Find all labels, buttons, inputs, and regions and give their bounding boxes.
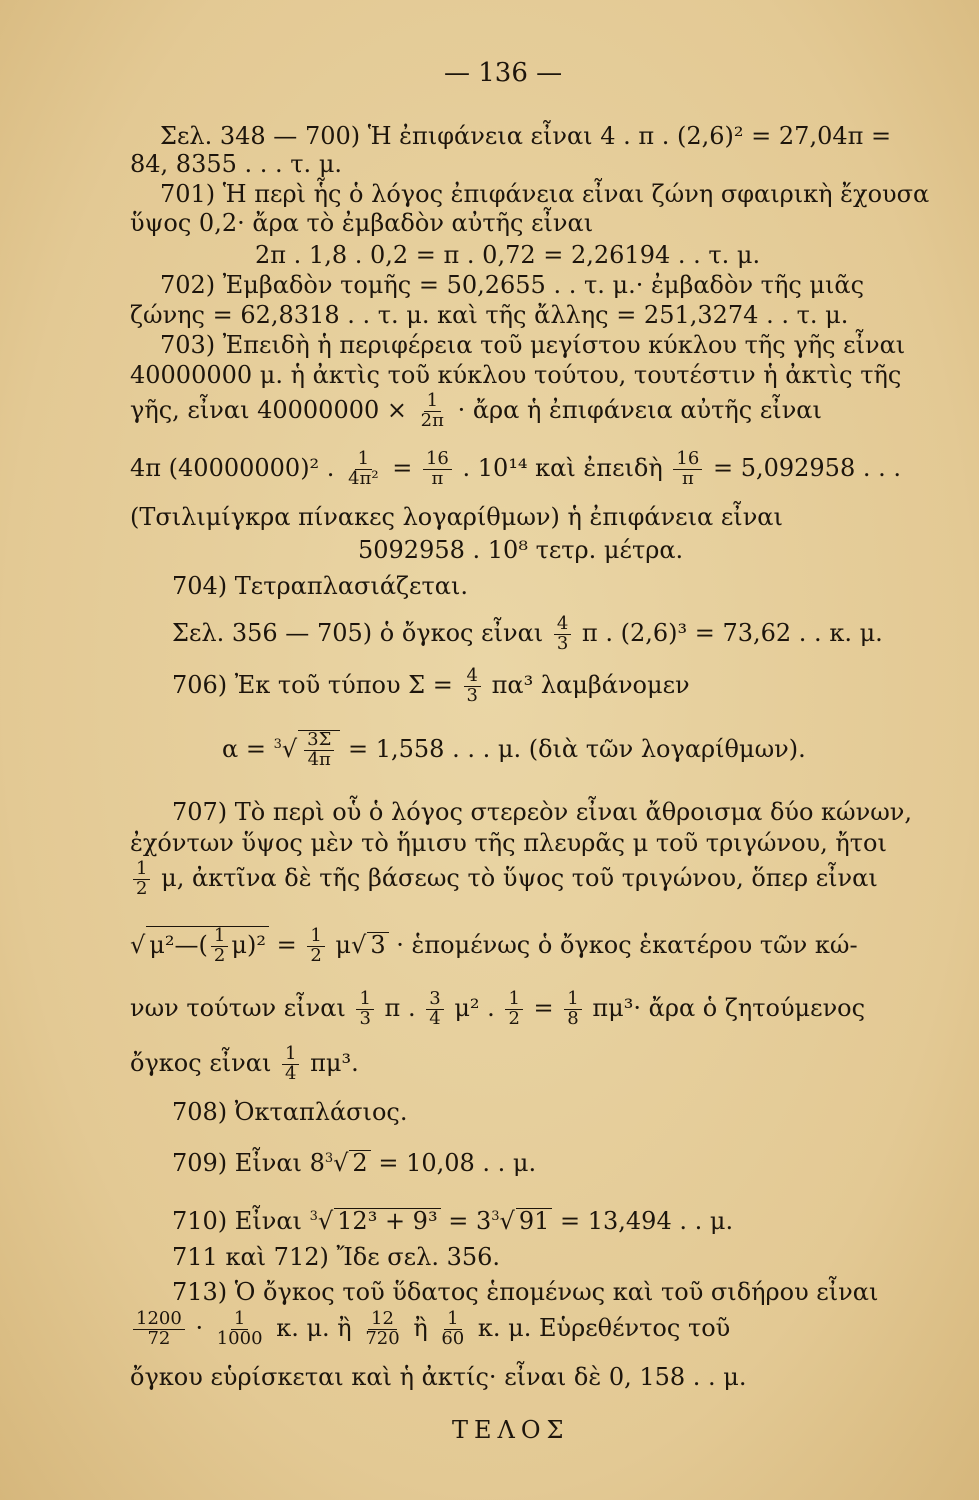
radicand-f: 91 xyxy=(516,1208,553,1233)
root-index-d: 3 xyxy=(491,1209,500,1224)
line-707-c xyxy=(130,860,878,899)
line-708: 708) Ὀκταπλάσιος. xyxy=(172,1098,408,1126)
fraction-1-over-8: $\frac{1}{8}$ xyxy=(564,990,581,1029)
fraction-1200-over-72: $\frac{1200}{72}$ xyxy=(133,1310,185,1349)
fraction-3-over-4: $\frac{3}{4}$ xyxy=(426,990,443,1029)
line-700-cont: 84, 8355 . . . τ. μ. xyxy=(130,150,343,178)
text-earth-radius: γῆς, εἶναι 40000000 × xyxy=(130,395,407,424)
line-703-e: (Τσιλιμίγκρα πίνακες λογαρίθμων) ἡ ἐπιφάνεια εἶναι xyxy=(130,503,783,531)
fraction-1-over-2pi: $\frac{1}{2\pi}$ xyxy=(420,390,444,431)
sqrt-sign: √ xyxy=(281,734,298,763)
mu-sq-dot: μ² . xyxy=(454,993,495,1022)
text-pm3: πμ³. xyxy=(310,1048,359,1077)
text-found: κ. μ. Εὑρεθέντος τοῦ xyxy=(477,1313,731,1342)
text-volume-is: ὄγκος εἶναι xyxy=(130,1048,272,1077)
line-706 xyxy=(172,667,690,706)
text-or: ἢ xyxy=(413,1313,428,1342)
fraction-1-over-2: $\frac{1}{2}$ xyxy=(133,860,150,899)
line-703-b: 40000000 μ. ἡ ἀκτὶς τοῦ κύκλου τούτου, τουτέστιν ἡ ἀκτὶς τῆς xyxy=(130,361,902,389)
line-701-formula: 2π . 1,8 . 0,2 = π . 0,72 = 2,26194 . . τ. μ. xyxy=(255,241,761,269)
line-702-b: ζώνης = 62,8318 . . τ. μ. καὶ τῆς ἄλλης = 251,3274 . . τ. μ. xyxy=(130,301,849,329)
root-index-b: 3 xyxy=(324,1151,334,1166)
text-cones: νων τούτων εἶναι xyxy=(130,993,346,1022)
line-713: 713) Ὁ ὄγκος τοῦ ὕδατος ἑπομένως καὶ τοῦ σιδήρου εἶναι xyxy=(172,1278,879,1306)
sqrt-sign-c: √ xyxy=(351,930,367,959)
sqrt-sign-e: √ xyxy=(317,1207,334,1235)
radicand-e: 12³ + 9³ xyxy=(334,1208,440,1233)
text-formula: 706) Ἐκ τοῦ τύπου Σ = xyxy=(172,670,453,699)
radicand-c: 3 xyxy=(367,932,388,957)
fraction-1-over-60: $\frac{1}{60}$ xyxy=(441,1308,465,1349)
sqrt-sign-b: √ xyxy=(130,930,146,959)
text-4pi: 4π (40000000)² . xyxy=(130,453,335,482)
sqrt-sign-d: √ xyxy=(333,1149,349,1177)
equals-sign: = xyxy=(392,453,413,482)
fraction-1-over-3: $\frac{1}{3}$ xyxy=(356,990,373,1029)
line-707-e xyxy=(130,990,865,1029)
root-index: 3 xyxy=(273,736,282,752)
line-709 xyxy=(172,1150,536,1175)
text-surface: · ἄρα ἡ ἐπιφάνεια αὐτῆς εἶναι xyxy=(457,395,822,424)
fraction-16-over-pi: $\frac{16}{\pi}$ xyxy=(423,450,452,489)
text-709: 709) Εἶναι 8 xyxy=(172,1149,325,1177)
line-701-b: ὕψος 0,2· ἄρα τὸ ἐμβαδὸν αὐτῆς εἶναι xyxy=(130,209,594,237)
line-711: 711 καὶ 712) Ἴδε σελ. 356. xyxy=(172,1243,501,1271)
equals-b: = xyxy=(276,930,297,959)
line-704: 704) Τετραπλασιάζεται. xyxy=(172,572,468,600)
line-701: 701) Ἡ περὶ ἧς ὁ λόγος ἐπιφάνεια εἶναι ζώνη σφαιρικὴ ἔχουσα xyxy=(160,180,930,208)
mu-symbol: μ xyxy=(335,930,352,959)
fraction-1-over-4: $\frac{1}{4}$ xyxy=(282,1045,299,1084)
fraction-4-over-3-b: $\frac{4}{3}$ xyxy=(464,667,481,706)
line-713-c: ὄγκου εὑρίσκεται καὶ ἡ ἀκτίς· εἶναι δὲ 0, 158 . . μ. xyxy=(130,1363,747,1391)
line-702: 702) Ἐμβαδὸν τομῆς = 50,2655 . . τ. μ.· ἐμβαδὸν τῆς μιᾶς xyxy=(160,271,865,299)
fraction-1-over-2-c: $\frac{1}{2}$ xyxy=(505,990,522,1029)
text-709-result: = 10,08 . . μ. xyxy=(378,1149,537,1177)
line-703: 703) Ἐπειδὴ ἡ περιφέρεια τοῦ μεγίστου κύκλου τῆς γῆς εἶναι xyxy=(160,331,906,359)
radicand-d: 2 xyxy=(349,1150,370,1175)
radicand: $\frac{3\Sigma}{4\pi}$ xyxy=(298,730,340,770)
text-710-result: = 13,494 . . μ. xyxy=(560,1207,734,1235)
sqrt-sign-f: √ xyxy=(499,1207,515,1235)
end-label: ΤΕΛΟΣ xyxy=(452,1416,570,1444)
line-706-root xyxy=(222,730,806,770)
text-take: πα³ λαμβάνομεν xyxy=(491,670,690,699)
fraction-16-over-pi-b: $\frac{16}{\pi}$ xyxy=(673,450,702,489)
line-707-f xyxy=(130,1045,359,1084)
line-703-c xyxy=(130,392,822,431)
line-703-f: 5092958 . 10⁸ τετρ. μέτρα. xyxy=(358,536,684,564)
text-each-cone: · ἑπομένως ὁ ὄγκος ἑκατέρου τῶν κώ- xyxy=(396,930,858,959)
fraction-1-over-4pi2: $\frac{1}{\text{4π²}}$ xyxy=(348,448,379,489)
text-since: . 10¹⁴ καὶ ἐπειδὴ xyxy=(462,453,663,482)
text-alpha-result: = 1,558 . . . μ. (διὰ τῶν λογαρίθμων). xyxy=(348,734,806,763)
text-radius: μ, ἀκτῖνα δὲ τῆς βάσεως τὸ ὕψος τοῦ τριγώνου, ὅπερ εἶναι xyxy=(161,863,878,892)
radicand-b: μ²—( $\frac{1}{2}$ μ)² xyxy=(146,926,269,966)
dot-mid: · xyxy=(195,1313,204,1342)
text-equals-3: = 3 xyxy=(448,1207,492,1235)
line-703-d xyxy=(130,450,901,489)
line-707-b: ἐχόντων ὕψος μὲν τὸ ἥμισυ τῆς πλευρᾶς μ τοῦ τριγώνου, ἤτοι xyxy=(130,829,887,857)
line-707: 707) Τὸ περὶ οὗ ὁ λόγος στερεὸν εἶναι ἄθροισμα δύο κώνων, xyxy=(172,798,913,826)
fraction-1-over-1000: $\frac{1}{1000}$ xyxy=(216,1308,263,1349)
text-volume: Σελ. 356 — 705) ὁ ὄγκος εἶναι xyxy=(172,618,544,647)
fraction-1-over-2-b: $\frac{1}{2}$ xyxy=(307,927,324,966)
line-705 xyxy=(172,615,883,654)
root-index-c: 3 xyxy=(309,1209,318,1224)
page-number: — 136 — xyxy=(444,58,563,88)
text-km-or: κ. μ. ἢ xyxy=(276,1313,352,1342)
line-713-b xyxy=(130,1310,730,1349)
pi-dot: π . xyxy=(384,993,416,1022)
fraction-4-over-3: $\frac{4}{3}$ xyxy=(554,615,571,654)
line-707-d xyxy=(130,926,858,966)
text-sought: πμ³· ἄρα ὁ ζητούμενος xyxy=(592,993,866,1022)
text-result: = 5,092958 . . . xyxy=(712,453,901,482)
line-700: Σελ. 348 — 700) Ἡ ἐπιφάνεια εἶναι 4 . π . (2,6)² = 27,04π = xyxy=(160,122,892,150)
text-volume-result: π . (2,6)³ = 73,62 . . κ. μ. xyxy=(581,618,883,647)
text-710: 710) Εἶναι xyxy=(172,1207,302,1235)
text-alpha: α = xyxy=(222,734,266,763)
line-710 xyxy=(172,1208,733,1233)
fraction-12-over-720: $\frac{12}{720}$ xyxy=(365,1308,400,1349)
equals-c: = xyxy=(533,993,554,1022)
